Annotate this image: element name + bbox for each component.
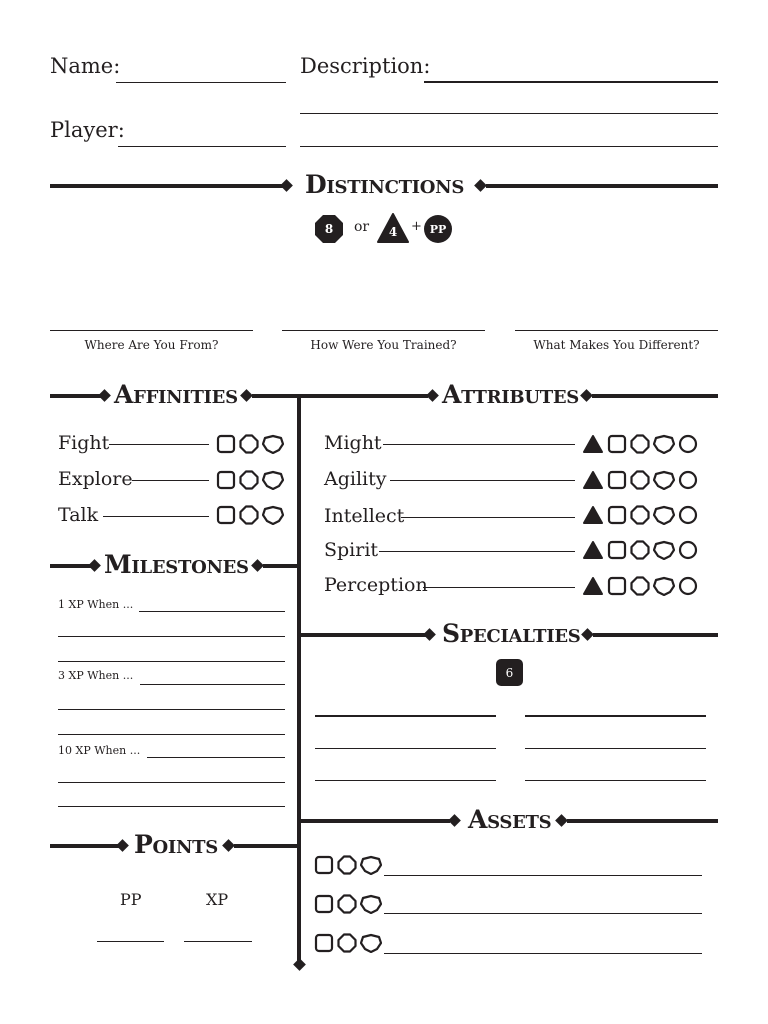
assets-diamond-right (555, 814, 568, 827)
points-title: Points (134, 830, 218, 859)
asset-3-dice[interactable] (314, 933, 382, 953)
distinctions-title: Distinctions (305, 170, 465, 199)
milestone-10xp-line-3[interactable] (58, 806, 285, 807)
octagon-die-icon[interactable] (630, 505, 650, 525)
square-die-icon[interactable] (314, 855, 334, 875)
octagon-die-icon[interactable] (337, 933, 357, 953)
specialty-line-4[interactable] (525, 748, 706, 749)
distinction-caption-2: How Were You Trained? (310, 338, 457, 352)
affinity-fight-line (109, 444, 209, 445)
d4-die-icon[interactable] (582, 540, 604, 560)
attribute-spirit-line (379, 551, 575, 552)
octagon-die-icon[interactable] (630, 576, 650, 596)
affinity-talk-line (103, 516, 209, 517)
attribute-perception-dice[interactable] (582, 576, 698, 596)
column-divider-end-diamond (293, 958, 306, 971)
player-label: Player: (50, 118, 125, 142)
attribute-agility-line (390, 480, 575, 481)
specialties-diamond-left (423, 628, 436, 641)
distinction-line-2[interactable] (282, 330, 485, 331)
attribute-might-dice[interactable] (582, 434, 698, 454)
attributes-diamond-right (580, 389, 593, 402)
milestones-rule-left (50, 564, 92, 568)
attribute-might-line (383, 444, 575, 445)
square-die-icon[interactable] (216, 434, 236, 454)
octagon-die-icon[interactable] (239, 505, 259, 525)
affinities-title: Affinities (114, 380, 238, 409)
affinity-explore-dice[interactable] (216, 470, 284, 490)
player-field[interactable] (118, 146, 286, 147)
decagon-die-icon[interactable] (262, 505, 284, 525)
asset-2-line[interactable] (384, 913, 702, 914)
assets-title: Assets (468, 805, 552, 834)
attribute-perception-label: Perception (324, 574, 428, 596)
affinities-rule-right (252, 394, 428, 398)
name-label: Name: (50, 54, 121, 78)
milestones-diamond-right (251, 559, 264, 572)
affinity-fight-dice[interactable] (216, 434, 284, 454)
points-diamond-left (116, 839, 129, 852)
square-die-icon[interactable] (607, 540, 627, 560)
octagon-die-icon[interactable] (337, 855, 357, 875)
d8-die-value: 8 (324, 222, 334, 236)
specialty-line-5[interactable] (315, 780, 496, 781)
decagon-die-icon[interactable] (262, 434, 284, 454)
xp-label: XP (206, 890, 229, 909)
description-label: Description: (300, 54, 431, 78)
specialty-line-3[interactable] (315, 748, 496, 749)
d20-die-icon[interactable] (678, 505, 698, 525)
attributes-title: Attributes (442, 380, 579, 409)
square-die-icon[interactable] (216, 505, 236, 525)
affinities-diamond-right (240, 389, 253, 402)
decagon-die-icon[interactable] (360, 894, 382, 914)
specialties-rule-right (593, 633, 718, 637)
distinction-line-1[interactable] (50, 330, 253, 331)
attribute-spirit-label: Spirit (324, 539, 379, 561)
affinity-talk-dice[interactable] (216, 505, 284, 525)
asset-1-line[interactable] (384, 875, 702, 876)
attribute-spirit-dice[interactable] (582, 540, 698, 560)
attribute-agility-label: Agility (324, 468, 387, 490)
attribute-intellect-line (401, 517, 575, 518)
d4-die-icon[interactable] (582, 505, 604, 525)
distinctions-diamond-left (280, 179, 293, 192)
specialties-diamond-right (581, 628, 594, 641)
milestones-title: Milestones (104, 550, 249, 579)
milestone-1xp-line-1[interactable] (139, 611, 285, 612)
distinctions-rule-left (50, 184, 284, 188)
milestone-3xp-line-1[interactable] (140, 684, 285, 685)
milestone-10xp-line-2[interactable] (58, 782, 285, 783)
square-die-icon[interactable] (607, 434, 627, 454)
octagon-die-icon[interactable] (337, 894, 357, 914)
affinities-diamond-left (98, 389, 111, 402)
attribute-might-label: Might (324, 432, 382, 454)
description-field-line-2[interactable] (300, 113, 718, 114)
column-divider (297, 394, 301, 964)
specialty-line-2[interactable] (525, 715, 706, 717)
points-diamond-right (222, 839, 235, 852)
milestones-diamond-left (88, 559, 101, 572)
attribute-perception-line (423, 587, 575, 588)
pp-label: PP (120, 890, 142, 909)
d4-die-value: 4 (388, 225, 398, 239)
milestones-rule-right (263, 564, 299, 568)
distinctions-rule-right (486, 184, 718, 188)
d20-die-icon[interactable] (678, 540, 698, 560)
asset-1-dice[interactable] (314, 855, 382, 875)
points-rule-right (234, 844, 299, 848)
square-die-icon[interactable] (607, 505, 627, 525)
milestone-3xp-line-2[interactable] (58, 709, 285, 710)
d6-die-badge: 6 (496, 659, 523, 686)
octagon-die-icon[interactable] (239, 434, 259, 454)
or-text: or (354, 219, 370, 235)
d20-die-icon[interactable] (678, 434, 698, 454)
pp-badge: PP (424, 215, 452, 243)
decagon-die-icon[interactable] (653, 576, 675, 596)
decagon-die-icon[interactable] (653, 470, 675, 490)
milestone-1xp-line-2[interactable] (58, 636, 285, 637)
description-field-line-1[interactable] (424, 81, 718, 83)
octagon-die-icon[interactable] (630, 540, 650, 560)
milestone-10xp-label: 10 XP When ... (58, 744, 141, 757)
decagon-die-icon[interactable] (653, 540, 675, 560)
milestone-1xp-line-3[interactable] (58, 661, 285, 662)
specialties-title: Specialties (442, 619, 581, 648)
attribute-agility-dice[interactable] (582, 470, 698, 490)
attribute-intellect-label: Intellect (324, 505, 405, 527)
d20-die-icon[interactable] (678, 470, 698, 490)
decagon-die-icon[interactable] (360, 933, 382, 953)
specialties-rule-left (299, 633, 426, 637)
assets-diamond-left (448, 814, 461, 827)
pp-field[interactable] (97, 941, 164, 942)
specialty-line-6[interactable] (525, 780, 706, 781)
octagon-die-icon[interactable] (630, 434, 650, 454)
xp-field[interactable] (184, 941, 252, 942)
decagon-die-icon[interactable] (653, 505, 675, 525)
square-die-icon[interactable] (607, 576, 627, 596)
assets-rule-right (567, 819, 718, 823)
distinction-line-3[interactable] (515, 330, 718, 331)
affinity-fight-label: Fight (58, 432, 110, 454)
affinity-explore-line (132, 480, 209, 481)
decagon-die-icon[interactable] (262, 470, 284, 490)
square-die-icon[interactable] (314, 894, 334, 914)
d4-die-icon[interactable] (582, 434, 604, 454)
affinity-explore-label: Explore (58, 468, 133, 490)
distinction-caption-3: What Makes You Different? (533, 338, 700, 352)
distinctions-diamond-right (474, 179, 487, 192)
specialty-line-1[interactable] (315, 715, 496, 717)
asset-2-dice[interactable] (314, 894, 382, 914)
plus-text: + (411, 219, 422, 234)
d20-die-icon[interactable] (678, 576, 698, 596)
square-die-icon[interactable] (607, 470, 627, 490)
d4-die-icon[interactable] (582, 470, 604, 490)
description-field-line-3[interactable] (300, 146, 718, 147)
distinction-caption-1: Where Are You From? (84, 338, 219, 352)
attributes-diamond-left (426, 389, 439, 402)
name-field[interactable] (116, 82, 286, 83)
asset-3-line[interactable] (384, 953, 702, 954)
square-die-icon[interactable] (314, 933, 334, 953)
affinity-talk-label: Talk (58, 504, 99, 526)
milestone-1xp-label: 1 XP When ... (58, 598, 134, 611)
milestone-3xp-line-3[interactable] (58, 734, 285, 735)
octagon-die-icon[interactable] (630, 470, 650, 490)
square-die-icon[interactable] (216, 470, 236, 490)
attributes-rule-right (592, 394, 718, 398)
milestone-3xp-label: 3 XP When ... (58, 669, 134, 682)
points-rule-left (50, 844, 119, 848)
octagon-die-icon[interactable] (239, 470, 259, 490)
d4-die-icon[interactable] (582, 576, 604, 596)
affinities-rule-left (50, 394, 102, 398)
assets-rule-left (299, 819, 450, 823)
milestone-10xp-line-1[interactable] (147, 757, 285, 758)
decagon-die-icon[interactable] (653, 434, 675, 454)
decagon-die-icon[interactable] (360, 855, 382, 875)
attribute-intellect-dice[interactable] (582, 505, 698, 525)
